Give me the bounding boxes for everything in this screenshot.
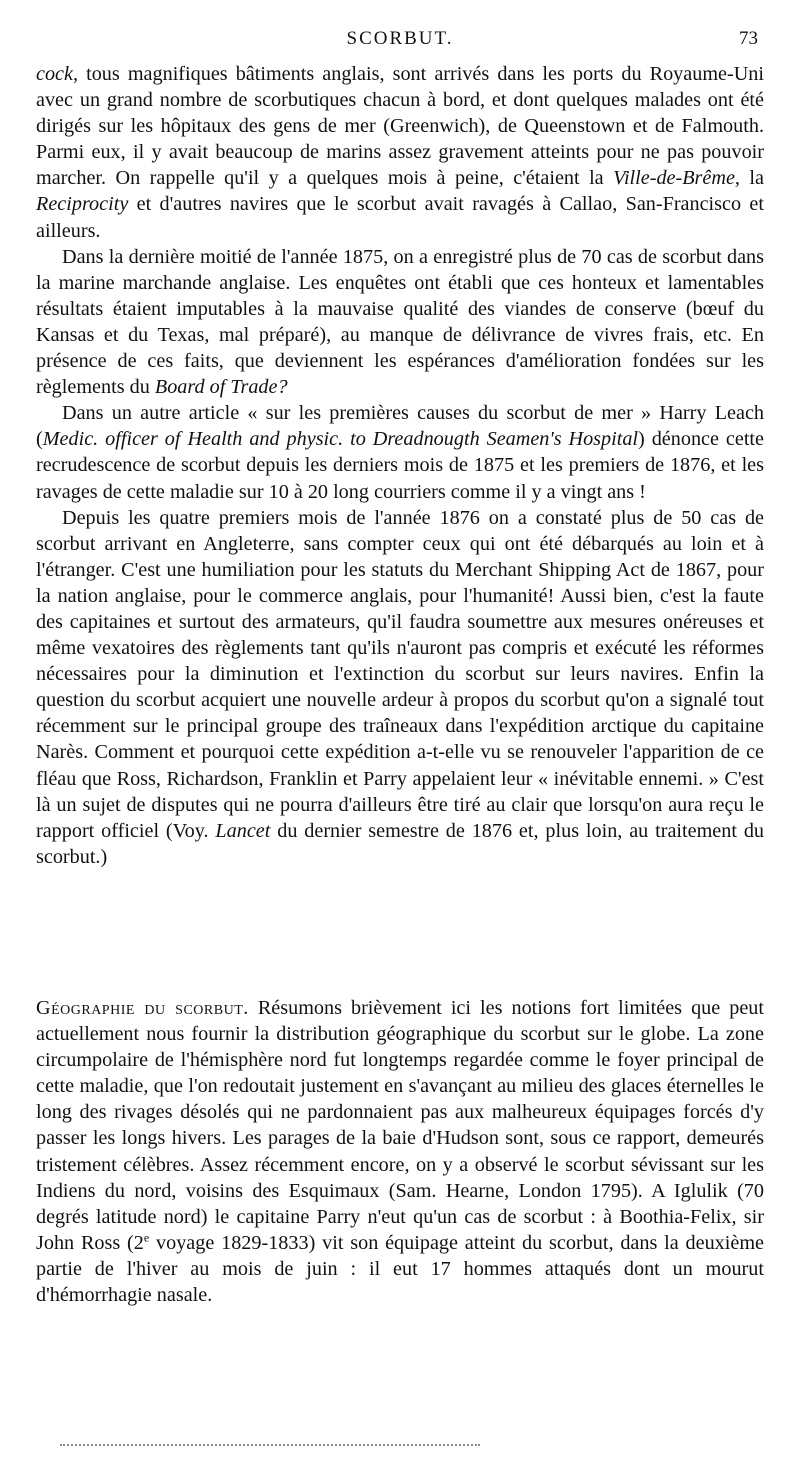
text-run: Ville-de-Brême, <box>613 167 740 190</box>
text-run: la <box>739 167 765 190</box>
section-paragraph <box>36 995 764 1308</box>
page-number: 73 <box>739 28 758 49</box>
text-run: Depuis les quatre premiers mois de l'année 1876 on a constaté plus de 50 cas de scorbut arrivant en Angleterre, sans compter ceux qui ont été débarqués au loin et à l'étranger. C'est une humiliation pour les statuts du Merchant Shipping Act de 1867, pour la nation anglaise, pour le commerce anglais, pour l'humanité! Aussi bien, c'est la faute des capitaines et surtout des armateurs, qu'il faudra soumettre aux mesures onéreuses et même vexatoires des règlements tant qu'ils n'auront pas compris et exécuté les réformes nécessaires pour la diminution et l'extinction du scorbut sur leurs navires. Enfin la question du scorbut acquiert une nouvelle ardeur à propos du scorbut qu'on a signalé tout récemment sur le principal groupe des traîneaux dans l'expédition arctique du capitaine Narès. Comment et pourquoi cette expédition a-t-elle vu se renouveler l'apparition de ce fléau que Ross, Richardson, Franklin et Parry appelaient leur « inévitable ennemi. » C'est là un sujet de disputes qui ne pourra d'ailleurs être tiré au clair que lorsqu'on aura reçu le rapport officiel (Voy. <box>36 506 764 842</box>
text-run: Lancet <box>215 819 271 842</box>
text-run: cock, <box>36 63 79 85</box>
footer-dotted-rule <box>60 1444 480 1446</box>
text-run: ) dénonce cette recrudescence de scorbut depuis les derniers mois de 1875 et les premiers de 1876, et les ravages de cette maladie sur 10 à 20 long courriers comme il y a vingt ans ! <box>36 428 765 503</box>
section-heading: Géographie du scorbut. <box>36 997 249 1019</box>
text-run: Résumons brièvement ici les notions fort limitées que peut actuellement nous fournir la distribution géographique du scorbut sur le globe. La zone circumpolaire de l'hémisphère nord fut longtemps regardée comme le foyer principal de cette maladie, que l'on redoutait justement en s'avançant au milieu des glaces éternelles le long des rivages désolés qui ne pardonnaient pas aux malheureux équipages forcés d'y passer les longs hivers. Les parages de la baie d'Hudson sont, sous ce rapport, demeurés tristement célèbres. Assez récemment encore, on y a observé le scorbut sévissant sur les Indiens du nord, voisins des Esquimaux (Sam. Hearne, London 1795). A Iglulik (70 degrés latitude nord) le capitaine Parry n'eut qu'un cas de scorbut : à Boothia-Felix, sir John Ross (2 <box>36 997 764 1254</box>
text-run: Reciprocity <box>36 193 129 216</box>
text-run: tous magnifiques bâtiments anglais, sont arrivés dans les ports du Royaume-Uni avec un grand nombre de scorbutiques chacun à bord, et dont quelques malades ont été dirigés sur les hôpitaux des gens de mer (Greenwich), de Queenstown et de Falmouth. Parmi eux, il y avait beaucoup de marins assez gravement atteints pour ne pas pouvoir marcher. On rappelle qu'il y a quelques mois à peine, c'étaient la <box>36 63 764 190</box>
superscript: e <box>143 1230 150 1245</box>
paragraph-4 <box>36 505 764 870</box>
text-run: Medic. officer of Health and physic. to Dreadnougth Seamen's Hospital <box>42 428 639 451</box>
section-geographie <box>36 995 764 1308</box>
text-run: Dans la dernière moitié de l'année 1875, on a enregistré plus de 70 cas de scorbut dans la marine marchande anglaise. Les enquêtes ont établi que ces honteux et lamentables résultats étaient imputables à la mauvaise qualité des viandes de conserve (bœuf du Kansas et du Texas, mal préparé), au manque de délivrance de vivres frais, etc. En présence de ces faits, que deviennent les espérances d'amélioration fondées sur les règlements du <box>36 245 764 399</box>
paragraph-3 <box>36 400 764 504</box>
paragraph-1 <box>36 61 764 244</box>
text-run: Board of Trade? <box>154 376 288 399</box>
text-run: voyage 1829-1833) vit son équipage atteint du scorbut, dans la deuxième partie de l'hiver au mois de juin : il eut 17 hommes attaqués dont un mourut d'hémorrhagie nasale. <box>36 1231 764 1307</box>
body-text <box>36 61 764 870</box>
page-header <box>0 28 800 54</box>
text-run: et d'autres navires que le scorbut avait ravagés à Callao, San-Francisco et ailleurs. <box>36 193 764 242</box>
paragraph-2 <box>36 244 764 401</box>
running-title: SCORBUT. <box>346 28 454 49</box>
text-run: Dans un autre article « sur les premières causes du scorbut de mer » Harry Leach ( <box>36 402 764 451</box>
text-run: du dernier semestre de 1876 et, plus loin, au traitement du scorbut.) <box>36 819 765 868</box>
